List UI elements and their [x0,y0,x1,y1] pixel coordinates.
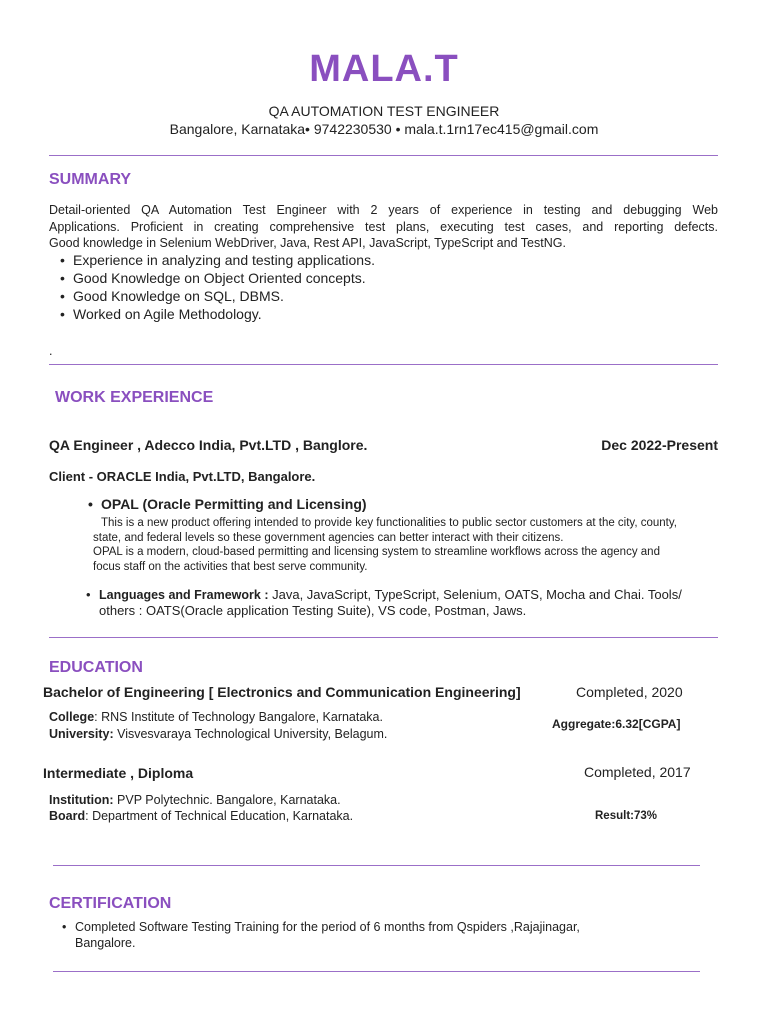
college-info [49,709,383,725]
job-role: QA Engineer , Adecco India, Pvt.LTD , Banglore. [49,437,368,453]
university-value: Visvesvaraya Technological University, Belagum. [113,727,388,741]
degree-title: Bachelor of Engineering [ Electronics and Communication Engineering] [43,684,521,700]
college-label: College [49,710,95,724]
certification-line: • Completed Software Testing Training for the period of 6 months from Qspiders ,Rajajinagar, [75,920,580,934]
job-title: QA AUTOMATION TEST ENGINEER [268,103,500,119]
list-item: • Experience in analyzing and testing applications. [49,251,718,269]
divider [53,971,700,972]
aggregate-score: Aggregate:6.32[CGPA] [552,717,681,731]
project-name: • OPAL (Oracle Permitting and Licensing) [101,496,367,512]
tools-line-2: others : OATS(Oracle application Testing Suite), VS code, Postman, Jaws. [99,603,527,618]
board-info [49,808,353,824]
job-dates: Dec 2022-Present [601,437,718,453]
summary-line: Detail-oriented QA Automation Test Engineer with 2 years of experience in testing and debugging Web [49,203,718,217]
tools-label: Languages and Framework : [99,588,269,602]
certification-line: Bangalore. [75,936,136,950]
description-line: state, and federal levels so these government agencies can better interact with their citizens. [93,531,564,544]
list-item: • Worked on Agile Methodology. [49,305,718,323]
summary-bullet-list [49,251,718,323]
divider [49,364,718,365]
trailing-dot: . [49,344,53,358]
work-experience-heading: WORK EXPERIENCE [55,389,214,406]
board-value: : Department of Technical Education, Karnataka. [85,809,354,823]
contact-info: Bangalore, Karnataka• 9742230530 • mala.t.1rn17ec415@gmail.com [169,121,599,137]
college-value: : RNS Institute of Technology Bangalore, Karnataka. [94,710,383,724]
institution-label: Institution: [49,793,114,807]
list-item: • Good Knowledge on SQL, DBMS. [49,287,718,305]
certification-heading: CERTIFICATION [49,895,172,912]
tools-frameworks [99,587,729,619]
institution-info [49,792,341,808]
description-line: OPAL is a modern, cloud-based permitting and licensing system to streamline workflows across the agency and [93,546,660,558]
summary-heading: SUMMARY [49,171,132,188]
divider [53,865,700,866]
tools-text: Java, JavaScript, TypeScript, Selenium, OATS, Mocha and Chai. Tools/ [272,587,682,602]
diploma-result: Result:73% [595,810,657,822]
board-label: Board [49,809,86,823]
candidate-name: MALA.T [309,48,459,90]
education-heading: EDUCATION [49,659,143,676]
degree-status: Completed, 2020 [576,684,683,700]
description-line: focus staff on the activities that best serve community. [93,560,368,573]
summary-paragraph [49,202,718,252]
diploma-status: Completed, 2017 [584,764,691,780]
project-description [93,516,743,574]
divider [49,155,718,156]
summary-line: Good knowledge in Selenium WebDriver, Java, Rest API, JavaScript, TypeScript and TestNG. [49,236,566,250]
institution-value: PVP Polytechnic. Bangalore, Karnataka. [113,793,341,807]
divider [49,637,718,638]
tools-line [99,587,729,603]
university-label: University: [49,727,114,741]
list-item: • Good Knowledge on Object Oriented concepts. [49,269,718,287]
summary-line: Applications. Proficient in creating comprehensive test plans, executing test cases, and reporting defects. [49,219,718,234]
diploma-title: Intermediate , Diploma [43,765,194,781]
certification-item [75,919,695,951]
university-info [49,726,387,742]
client-name: Client - ORACLE India, Pvt.LTD, Bangalore. [49,469,316,484]
description-line: This is a new product offering intended to provide key functionalities to public sector customers at the city, county, [101,517,677,529]
